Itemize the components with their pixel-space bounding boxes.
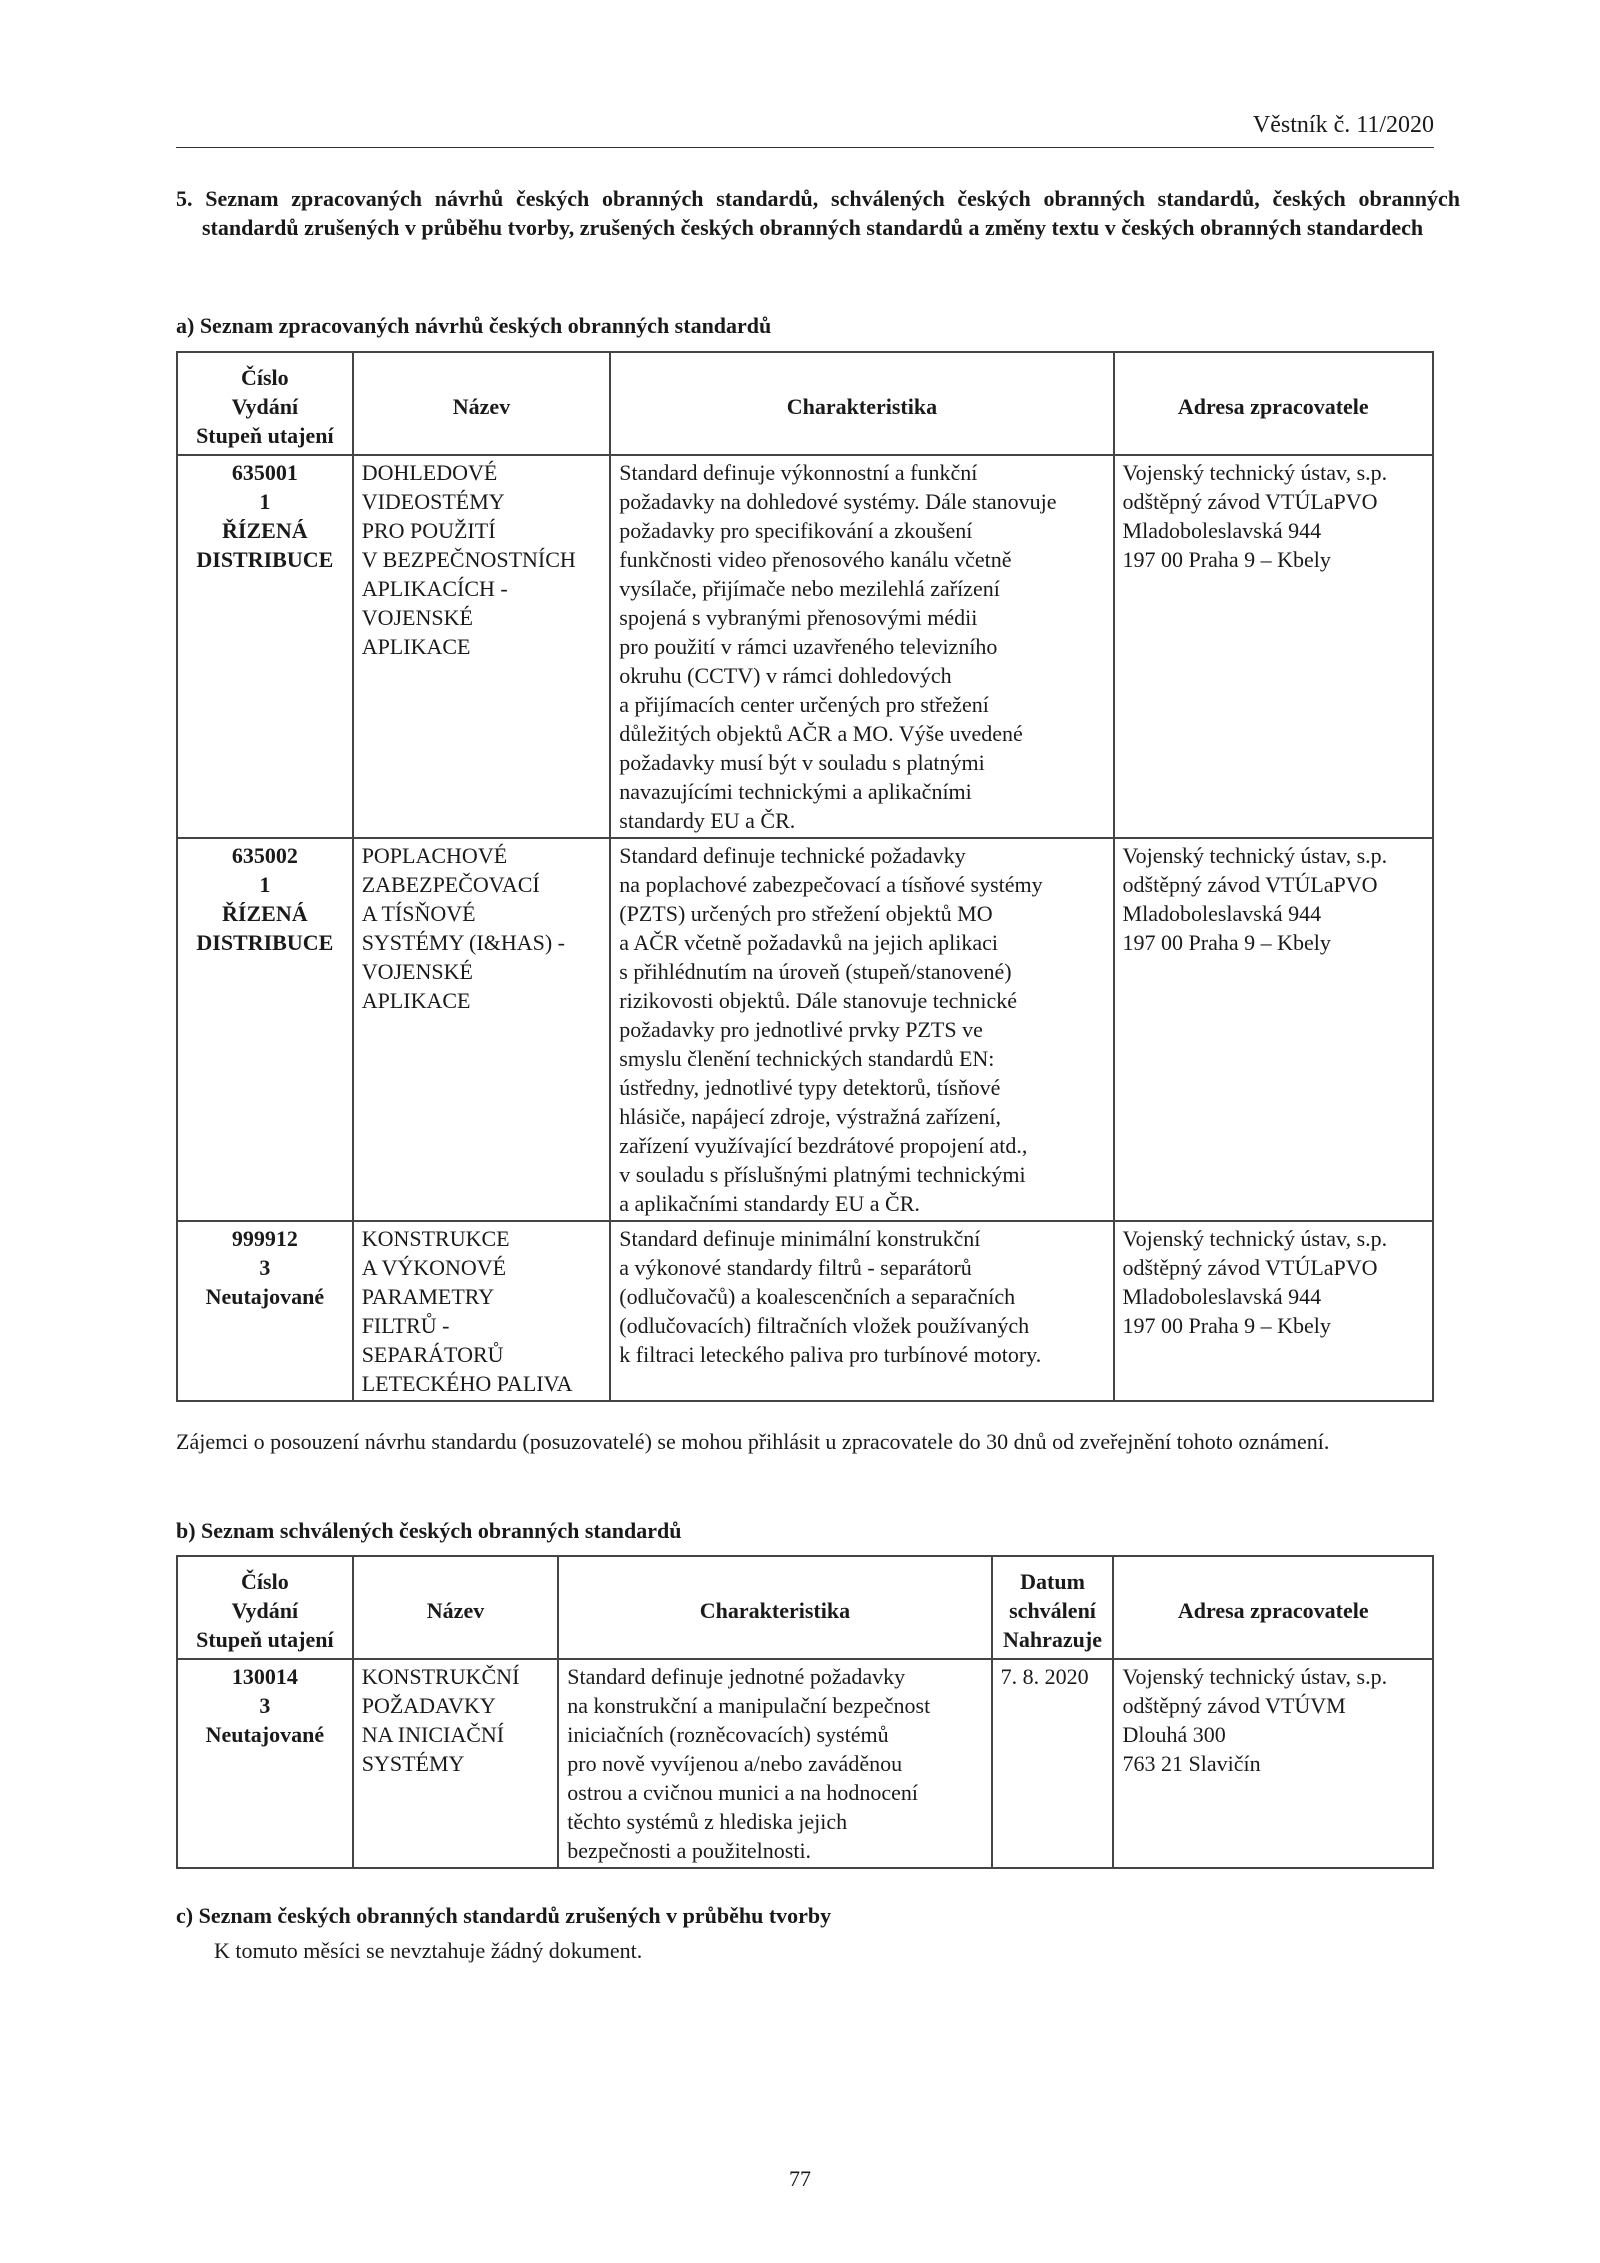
cell-line: APLIKACE xyxy=(361,988,471,1013)
col-header-line: Stupeň utajení xyxy=(196,423,334,448)
table-row xyxy=(177,455,1433,838)
cell-line: (PZTS) určených pro střežení objektů MO xyxy=(619,901,993,926)
cell-line: Standard definuje technické požadavky xyxy=(619,843,966,868)
cell-line: pro použití v rámci uzavřeného televizního xyxy=(619,634,998,659)
cell-nazev xyxy=(353,838,611,1221)
cell-line: a aplikačními standardy EU a ČR. xyxy=(619,1191,920,1216)
cell-line: a výkonové standardy filtrů - separátorů xyxy=(619,1255,972,1280)
cell-line: okruhu (CCTV) v rámci dohledových xyxy=(619,663,952,688)
part-a-note: Zájemci o posouzení návrhu standardu (posuzovatelé) se mohou přihlásit u zpracovatele do 30 dnů od zveřejnění tohoto oznámení. xyxy=(176,1429,1330,1454)
cell-adresa xyxy=(1113,1659,1433,1868)
cell-line: APLIKACÍCH - xyxy=(361,576,508,601)
cell-line: DISTRIBUCE xyxy=(196,547,334,572)
table-header-row xyxy=(177,352,1433,455)
cell-charakteristika xyxy=(558,1659,991,1868)
table-row xyxy=(177,1221,1433,1401)
col-header-adresa: Adresa zpracovatele xyxy=(1114,352,1433,455)
col-header-nazev: Název xyxy=(353,1556,559,1659)
cell-line: Dlouhá 300 xyxy=(1122,1722,1226,1747)
cell-charakteristika xyxy=(610,838,1113,1221)
cell-adresa xyxy=(1114,455,1433,838)
cell-line: Mladoboleslavská 944 xyxy=(1122,901,1322,926)
cell-line: Mladoboleslavská 944 xyxy=(1122,518,1322,543)
cell-line: FILTRŮ - xyxy=(361,1313,450,1338)
cell-cislo xyxy=(177,838,353,1221)
cell-line: DISTRIBUCE xyxy=(196,930,334,955)
table-approved-standards xyxy=(176,1555,1434,1869)
cell-nazev xyxy=(353,1221,611,1401)
cell-line: A VÝKONOVÉ xyxy=(361,1255,507,1280)
cell-line: KONSTRUKČNÍ xyxy=(361,1664,520,1689)
cell-line: pro nově vyvíjenou a/nebo zaváděnou xyxy=(567,1751,903,1776)
cell-line: v souladu s příslušnými platnými technickými xyxy=(619,1162,1026,1187)
cell-charakteristika xyxy=(610,455,1113,838)
cell-line: ústředny, jednotlivé typy detektorů, tísňové xyxy=(619,1075,1001,1100)
cell-adresa xyxy=(1114,838,1433,1221)
cell-line: 3 xyxy=(259,1693,271,1718)
cell-charakteristika xyxy=(610,1221,1113,1401)
cell-line: odštěpný závod VTÚLaPVO xyxy=(1122,489,1378,514)
cell-line: Standard definuje výkonnostní a funkční xyxy=(619,460,978,485)
cell-line: DOHLEDOVÉ xyxy=(361,460,498,485)
col-header-nazev: Název xyxy=(353,352,611,455)
cell-line: odštěpný závod VTÚVM xyxy=(1122,1693,1346,1718)
part-a-heading: a) Seznam zpracovaných návrhů českých obranných standardů xyxy=(176,313,772,338)
cell-line: APLIKACE xyxy=(361,634,471,659)
section-title: 5. Seznam zpracovaných návrhů českých obranných standardů, schválených českých obranných standardů, českých obranných standardů zrušených v průběhu tvorby, zrušených českých obranných standardů a změny textu v českých obranných standardech xyxy=(176,186,1460,240)
cell-line: NA INICIAČNÍ xyxy=(361,1722,505,1747)
col-header-charakteristika: Charakteristika xyxy=(610,352,1113,455)
cell-nazev xyxy=(353,1659,559,1868)
cell-line: požadavky na dohledové systémy. Dále stanovuje xyxy=(619,489,1057,514)
col-header-cislo xyxy=(177,352,353,455)
cell-line: hlásiče, napájecí zdroje, výstražná zařízení, xyxy=(619,1104,1002,1129)
cell-line: (odlučovacích) filtračních vložek používaných xyxy=(619,1313,1030,1338)
cell-line: POŽADAVKY xyxy=(361,1693,496,1718)
cell-line: 635002 xyxy=(231,843,298,868)
cell-line: PRO POUŽITÍ xyxy=(361,518,496,543)
cell-line: V BEZPEČNOSTNÍCH xyxy=(361,547,576,572)
cell-line: 197 00 Praha 9 – Kbely xyxy=(1122,547,1331,572)
cell-line: LETECKÉHO PALIVA xyxy=(361,1371,573,1396)
cell-line: odštěpný závod VTÚLaPVO xyxy=(1122,872,1378,897)
cell-line: vysílače, přijímače nebo mezilehlá zařízení xyxy=(619,576,1000,601)
cell-line: důležitých objektů AČR a MO. Výše uvedené xyxy=(619,721,1023,746)
cell-line: 3 xyxy=(259,1255,271,1280)
col-header-line: Číslo xyxy=(241,1569,289,1594)
journal-title: Věstník č. 11/2020 xyxy=(1252,112,1434,138)
col-header-datum xyxy=(992,1556,1114,1659)
col-header-line: schválení xyxy=(1009,1598,1096,1623)
cell-line: 635001 xyxy=(231,460,298,485)
col-header-adresa: Adresa zpracovatele xyxy=(1113,1556,1433,1659)
col-header-line: Číslo xyxy=(241,365,289,390)
cell-line: 763 21 Slavičín xyxy=(1122,1751,1261,1776)
cell-line: 197 00 Praha 9 – Kbely xyxy=(1122,930,1331,955)
cell-line: smyslu členění technických standardů EN: xyxy=(619,1046,995,1071)
cell-line: a přijímacích center určených pro střežení xyxy=(619,692,989,717)
cell-line: iniciačních (rozněcovacích) systémů xyxy=(567,1722,889,1747)
cell-line: (odlučovačů) a koalescenčních a separačních xyxy=(619,1284,1016,1309)
cell-line: SEPARÁTORŮ xyxy=(361,1342,504,1367)
cell-line: A TÍSŇOVÉ xyxy=(361,901,476,926)
cell-line: KONSTRUKCE xyxy=(361,1226,510,1251)
col-header-line: Vydání xyxy=(231,394,299,419)
cell-datum: 7. 8. 2020 xyxy=(992,1659,1114,1868)
cell-line: spojená s vybranými přenosovými médii xyxy=(619,605,978,630)
cell-line: ŘÍZENÁ xyxy=(222,901,308,926)
cell-line: Mladoboleslavská 944 xyxy=(1122,1284,1322,1309)
table-body xyxy=(177,1659,1433,1868)
col-header-line: Datum xyxy=(1020,1569,1085,1594)
cell-line: VIDEOSTÉMY xyxy=(361,489,505,514)
table-proposed-standards xyxy=(176,351,1434,1402)
col-header-charakteristika: Charakteristika xyxy=(558,1556,991,1659)
cell-line: Neutajované xyxy=(205,1722,325,1747)
cell-line: 1 xyxy=(259,489,271,514)
journal-header xyxy=(176,112,1434,148)
cell-line: 1 xyxy=(259,872,271,897)
page-number: 77 xyxy=(789,2166,811,2191)
cell-line: 999912 xyxy=(231,1226,298,1251)
col-header-line: Vydání xyxy=(231,1598,299,1623)
cell-adresa xyxy=(1114,1221,1433,1401)
cell-line: funkčnosti video přenosového kanálu včetně xyxy=(619,547,1012,572)
cell-line: odštěpný závod VTÚLaPVO xyxy=(1122,1255,1378,1280)
cell-line: Standard definuje minimální konstrukční xyxy=(619,1226,981,1251)
cell-line: a AČR včetně požadavků na jejich aplikaci xyxy=(619,930,999,955)
cell-line: SYSTÉMY (I&HAS) - xyxy=(361,930,565,955)
table-row xyxy=(177,838,1433,1221)
cell-line: PARAMETRY xyxy=(361,1284,495,1309)
cell-line: na poplachové zabezpečovací a tísňové systémy xyxy=(619,872,1043,897)
cell-line: ostrou a cvičnou munici a na hodnocení xyxy=(567,1780,918,1805)
cell-cislo xyxy=(177,1659,353,1868)
table-row xyxy=(177,1659,1433,1868)
cell-line: těchto systémů z hlediska jejich xyxy=(567,1809,848,1834)
cell-line: Vojenský technický ústav, s.p. xyxy=(1122,1226,1388,1251)
cell-line: na konstrukční a manipulační bezpečnost xyxy=(567,1693,931,1718)
table-header-row xyxy=(177,1556,1433,1659)
cell-line: navazujícími technickými a aplikačními xyxy=(619,779,972,804)
part-b-heading: b) Seznam schválených českých obranných standardů xyxy=(176,1518,682,1543)
part-c-heading: c) Seznam českých obranných standardů zrušených v průběhu tvorby xyxy=(176,1903,832,1928)
col-header-line: Stupeň utajení xyxy=(196,1627,334,1652)
cell-line: standardy EU a ČR. xyxy=(619,808,796,833)
cell-cislo xyxy=(177,455,353,838)
cell-line: 130014 xyxy=(231,1664,298,1689)
cell-line: s přihlédnutím na úroveň (stupeň/stanovené) xyxy=(619,959,1012,984)
cell-nazev xyxy=(353,455,611,838)
cell-line: ŘÍZENÁ xyxy=(222,518,308,543)
cell-line: Vojenský technický ústav, s.p. xyxy=(1122,460,1388,485)
cell-line: ZABEZPEČOVACÍ xyxy=(361,872,540,897)
cell-line: Standard definuje jednotné požadavky xyxy=(567,1664,906,1689)
table-body xyxy=(177,455,1433,1401)
cell-line: zařízení využívající bezdrátové propojení atd., xyxy=(619,1133,1028,1158)
cell-line: bezpečnosti a použitelnosti. xyxy=(567,1838,812,1863)
cell-line: požadavky musí být v souladu s platnými xyxy=(619,750,985,775)
cell-line: rizikovosti objektů. Dále stanovuje technické xyxy=(619,988,1018,1013)
part-c-note: K tomuto měsíci se nevztahuje žádný dokument. xyxy=(214,1938,643,1963)
cell-line: 197 00 Praha 9 – Kbely xyxy=(1122,1313,1331,1338)
cell-line: požadavky pro jednotlivé prvky PZTS ve xyxy=(619,1017,983,1042)
cell-line: VOJENSKÉ xyxy=(361,959,473,984)
col-header-line: Nahrazuje xyxy=(1003,1627,1103,1652)
cell-line: Vojenský technický ústav, s.p. xyxy=(1122,843,1388,868)
col-header-cislo xyxy=(177,1556,353,1659)
cell-line: SYSTÉMY xyxy=(361,1751,465,1776)
cell-line: k filtraci leteckého paliva pro turbínové motory. xyxy=(619,1342,1042,1367)
cell-line: POPLACHOVÉ xyxy=(361,843,508,868)
cell-line: VOJENSKÉ xyxy=(361,605,473,630)
cell-line: požadavky pro specifikování a zkoušení xyxy=(619,518,973,543)
cell-line: Neutajované xyxy=(205,1284,325,1309)
cell-line: Vojenský technický ústav, s.p. xyxy=(1122,1664,1388,1689)
cell-cislo xyxy=(177,1221,353,1401)
